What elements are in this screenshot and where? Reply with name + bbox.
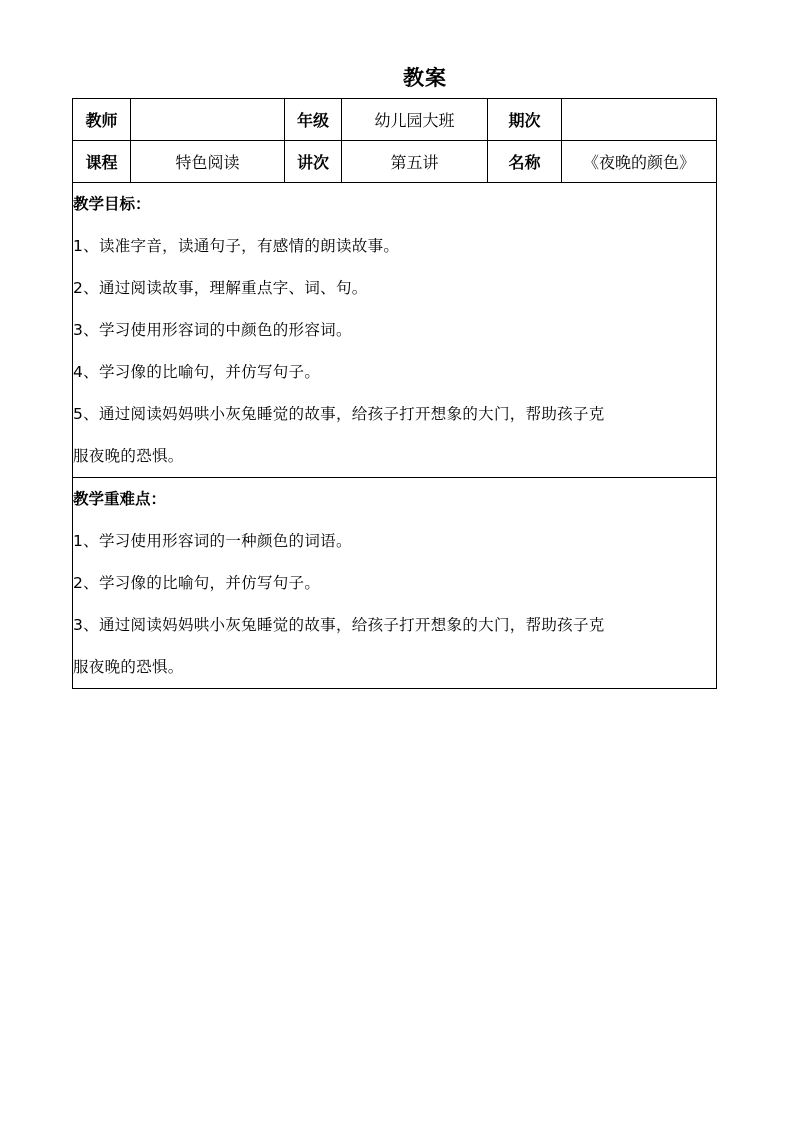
header-row-1 — [73, 99, 717, 141]
key-point-item: 2、学习像的比喻句，并仿写句子。 — [73, 574, 321, 592]
session-value — [562, 99, 717, 141]
key-points-section — [73, 478, 717, 689]
teacher-value — [131, 99, 285, 141]
objectives-section — [73, 183, 717, 478]
session-label: 期次 — [488, 99, 562, 141]
key-points-row — [73, 478, 717, 689]
name-value: 《夜晚的颜色》 — [562, 141, 717, 183]
name-label: 名称 — [488, 141, 562, 183]
grade-value: 幼儿园大班 — [342, 99, 488, 141]
lecture-value: 第五讲 — [342, 141, 488, 183]
lesson-plan-table — [72, 98, 717, 689]
page-title: 教案 — [403, 66, 447, 90]
lecture-label: 讲次 — [285, 141, 342, 183]
objective-item: 4、学习像的比喻句，并仿写句子。 — [73, 363, 321, 381]
header-row-2 — [73, 141, 717, 183]
course-label: 课程 — [73, 141, 131, 183]
objective-item: 3、学习使用形容词的中颜色的形容词。 — [73, 321, 352, 339]
teacher-label: 教师 — [73, 99, 131, 141]
course-value: 特色阅读 — [131, 141, 285, 183]
key-point-item: 1、学习使用形容词的一种颜色的词语。 — [73, 532, 352, 550]
objectives-row — [73, 183, 717, 478]
key-points-title: 教学重难点： — [73, 490, 167, 508]
objective-item: 2、通过阅读故事，理解重点字、词、句。 — [73, 279, 368, 297]
objective-item: 服夜晚的恐惧。 — [73, 447, 184, 465]
objective-item: 1、读准字音，读通句子，有感情的朗读故事。 — [73, 237, 400, 255]
grade-label: 年级 — [285, 99, 342, 141]
objectives-title: 教学目标： — [73, 195, 151, 213]
key-point-item: 3、通过阅读妈妈哄小灰兔睡觉的故事，给孩子打开想象的大门，帮助孩子克 — [73, 616, 605, 634]
key-point-item: 服夜晚的恐惧。 — [73, 658, 184, 676]
objective-item: 5、通过阅读妈妈哄小灰兔睡觉的故事，给孩子打开想象的大门，帮助孩子克 — [73, 405, 605, 423]
